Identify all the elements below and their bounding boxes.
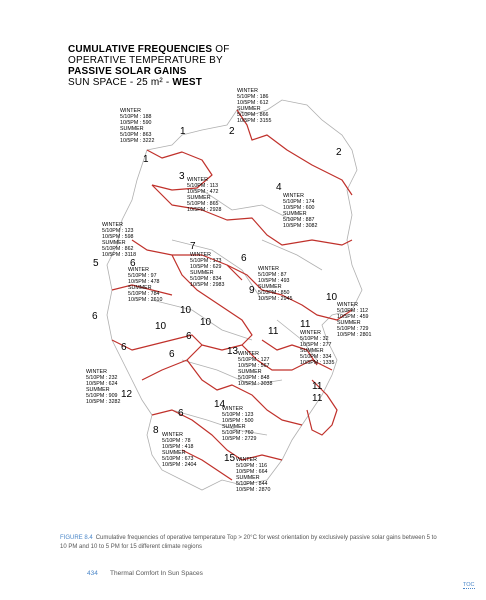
- zone-number-extra: 10: [180, 305, 192, 316]
- zone-5-label: WINTER 5/10PM : 123 10/5PM : 598 SUMMER 5/10PM : 862 10/5PM : 3118: [102, 222, 137, 259]
- zone-11-label: WINTER 5/10PM : 32 10/5PM : 277 SUMMER 5/10PM : 334 10/5PM : 1335: [300, 330, 335, 367]
- zone-11-number: 11: [300, 319, 311, 330]
- zone-13-label: WINTER 5/10PM : 127 10/5PM : 567 SUMMER 5/10PM : 848 10/5PM : 3038: [238, 351, 273, 388]
- title-line1-bold: CUMULATIVE FREQUENCIES: [68, 44, 213, 55]
- title-line4-bold: WEST: [172, 77, 203, 88]
- zone-4-label: WINTER 5/10PM : 174 10/5PM : 600 SUMMER 5/10PM : 887 10/5PM : 3082: [283, 193, 318, 230]
- zone-12-number: 12: [121, 389, 133, 400]
- title-line4-rest: SUN SPACE - 25 m² -: [68, 77, 173, 88]
- zone-6-label: WINTER 5/10PM : 97 10/5PM : 478 SUMMER 5/10PM : 784 10/5PM : 2610: [128, 267, 163, 304]
- zone-3-number: 3: [179, 171, 185, 182]
- page-number: 434: [87, 570, 98, 577]
- zone-10-number: 10: [326, 292, 338, 303]
- zone-number-extra: 6: [241, 253, 247, 264]
- zone-number-extra: 6: [169, 349, 175, 360]
- running-title: Thermal Comfort In Sun Spaces: [110, 570, 203, 577]
- zone-12-label: WINTER 5/10PM : 232 10/5PM : 624 SUMMER 5/10PM : 909 10/5PM : 3282: [86, 369, 121, 406]
- zone-8-number: 8: [153, 425, 159, 436]
- zone-7-number: 7: [190, 241, 196, 252]
- zone-2-label: WINTER 5/10PM : 186 10/5PM : 612 SUMMER 5/10PM : 866 10/5PM : 3155: [237, 88, 272, 125]
- zone-3-label: WINTER 5/10PM : 113 10/5PM : 472 SUMMER 5/10PM : 865 10/5PM : 2928: [187, 177, 222, 214]
- zone-number-extra: 6: [121, 342, 127, 353]
- zone-number-extra: 11: [312, 393, 323, 404]
- zone-7-label: WINTER 5/10PM : 173 10/5PM : 629 SUMMER 5/10PM : 834 10/5PM : 2983: [190, 252, 225, 289]
- zone-boundary-3: [152, 182, 352, 245]
- zone-9-number: 9: [249, 285, 255, 296]
- zone-number-extra: 10: [200, 317, 212, 328]
- zone-number-extra: 6: [178, 408, 184, 419]
- zone-9-label: WINTER 5/10PM : 87 10/5PM : 493 SUMMER 5/10PM : 850 10/5PM : 2945: [258, 266, 293, 303]
- zone-14-label: WINTER 5/10PM : 123 10/5PM : 500 SUMMER 5/10PM : 760 10/5PM : 2729: [222, 406, 257, 443]
- zone-number-extra: 6: [92, 311, 98, 322]
- zone-6-number: 6: [130, 258, 136, 269]
- zone-number-extra: 2: [336, 147, 342, 158]
- zone-number-extra: 11: [312, 381, 323, 392]
- zone-8-label: WINTER 5/10PM : 78 10/5PM : 418 SUMMER 5/10PM : 673 10/5PM : 2404: [162, 432, 197, 469]
- zone-4-number: 4: [276, 182, 282, 193]
- zone-15-label: WINTER 5/10PM : 116 10/5PM : 664 SUMMER 5/10PM : 844 10/5PM : 2870: [236, 457, 271, 494]
- zone-number-extra: 11: [268, 326, 279, 337]
- zone-15-number: 15: [224, 453, 236, 464]
- zone-number-extra: 1: [143, 154, 149, 165]
- title-line1-rest: OF: [212, 44, 230, 55]
- figure-reference: FIGURE 8.4: [60, 535, 93, 541]
- zone-1-number: 1: [180, 126, 186, 137]
- zone-13-number: 13: [227, 346, 239, 357]
- zone-number-extra: 10: [155, 321, 167, 332]
- title-line3: PASSIVE SOLAR GAINS: [68, 66, 187, 77]
- title-line2: OPERATIVE TEMPERATURE BY: [68, 55, 223, 66]
- zone-2-number: 2: [229, 126, 235, 137]
- zone-14-number: 14: [214, 399, 226, 410]
- caption-text: Cumulative frequencies of operative temperature Top > 20°C for west orientation by exclusively passive solar gains between 5 to 10 PM and 10 to 5 PM for 15 different climate regions: [60, 535, 437, 550]
- zone-1-label: WINTER 5/10PM : 188 10/5PM : 590 SUMMER 5/10PM : 863 10/5PM : 3222: [120, 108, 155, 145]
- toc-link[interactable]: TOC: [463, 582, 475, 588]
- zone-10-label: WINTER 5/10PM : 112 10/5PM : 459 SUMMER 5/10PM : 729 10/5PM : 2801: [337, 302, 372, 339]
- map-title: [68, 44, 230, 88]
- figure-caption: [60, 534, 440, 551]
- zone-5-number: 5: [93, 258, 99, 269]
- zone-number-extra: 6: [186, 331, 192, 342]
